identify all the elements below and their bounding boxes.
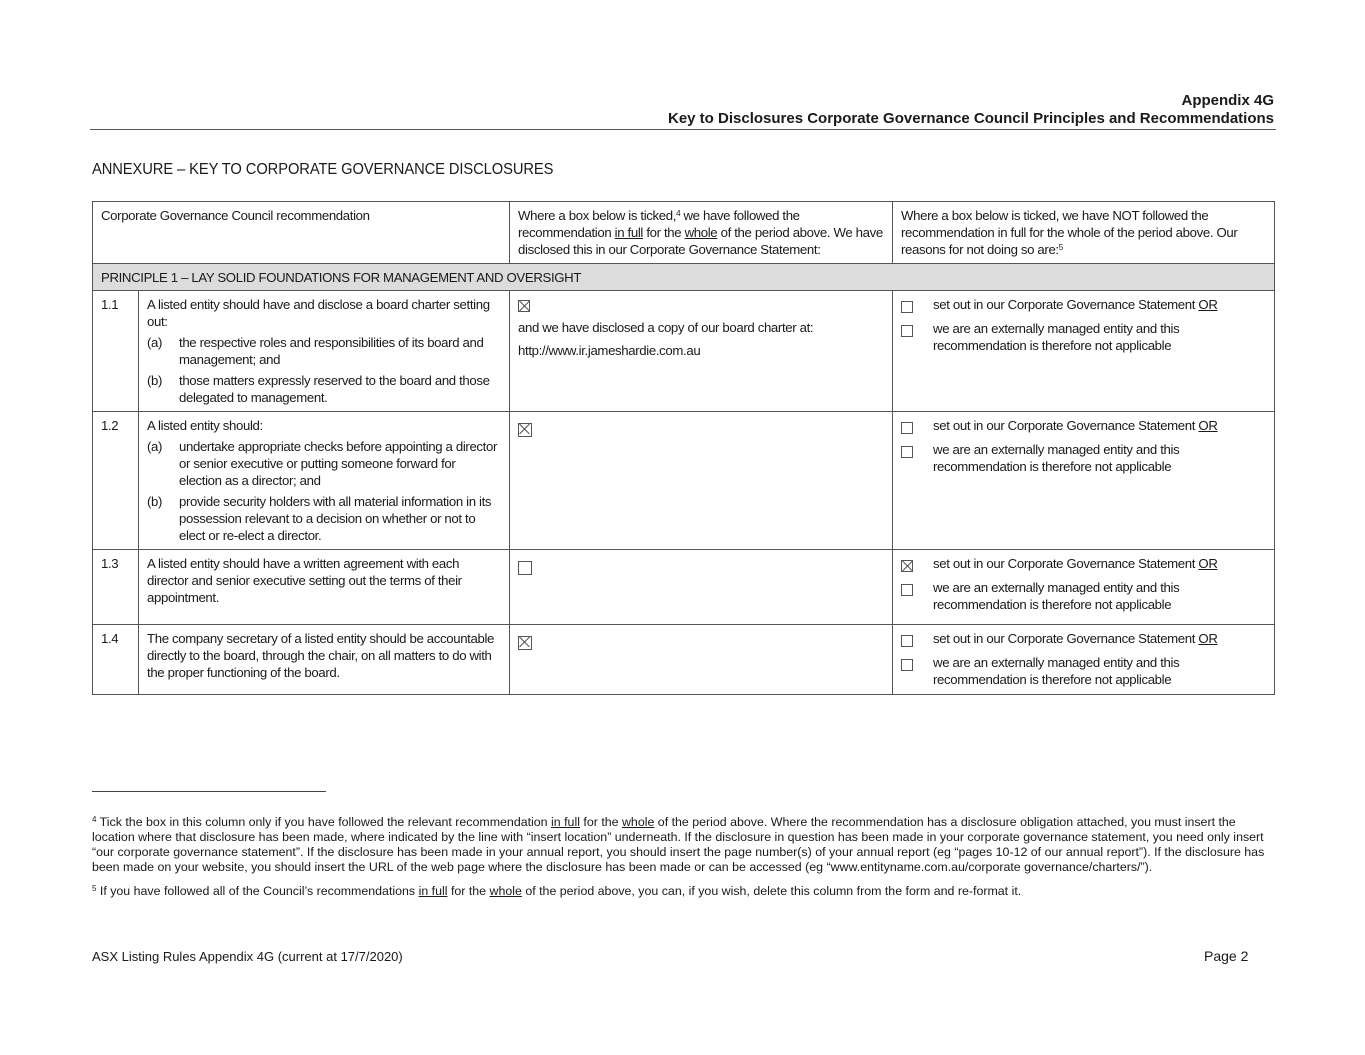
board-charter-url[interactable]: http://www.ir.jameshardie.com.au [518,343,701,358]
external-checkbox-icon[interactable] [901,659,913,671]
table-row [93,550,1275,625]
recommendation-text: A listed entity should have and disclose a board charter setting out: (a) the respective roles and responsibilities of its board and management; and (b) those matters expressly reserved to the board and those delegated to management. [139,291,510,412]
option-external: we are an externally managed entity and this recommendation is therefore not applicable [901,654,1266,688]
followed-checkbox-checked-icon[interactable] [518,423,532,437]
not-followed-cell [893,412,1275,550]
set-out-checkbox-icon[interactable] [901,301,913,313]
recommendation-number: 1.1 [93,291,139,412]
recommendation-number: 1.2 [93,412,139,550]
set-out-checkbox-icon[interactable] [901,635,913,647]
followed-cell [510,625,893,695]
followed-checkbox-checked-icon[interactable] [518,636,532,650]
set-out-checkbox-checked-icon[interactable] [901,560,913,572]
header-recommendation: Corporate Governance Council recommendation [93,202,510,264]
external-checkbox-icon[interactable] [901,584,913,596]
option-external: we are an externally managed entity and this recommendation is therefore not applicable [901,579,1266,613]
option-set-out: set out in our Corporate Governance Statement OR [901,555,1266,573]
sub-item: (a) undertake appropriate checks before appointing a director or senior executive or putting someone forward for election as a director; and [147,439,498,488]
footnote-4: $^4$ Tick the box in this column only if you have followed the relevant recommendation in full for the whole of the period above. Where the recommendation has a disclosure obligation attached, you must insert the location where that disclosure has been made, where indicated by the line with “insert location” underneath. If the disclosure in question has been made in your corporate governance statement, you need only insert “our corporate governance statement”. If the disclosure has been made in your annual report, you should insert the page number(s) of your annual report (eg “pages 10-12 of our annual report”). If the disclosure has been made on your website, you should insert the URL of the web page where the disclosure has been made or can be accessed (eg “www.entityname.com.au/corporate governance/charters/”). [92,815,1265,874]
option-set-out: set out in our Corporate Governance Statement OR [901,630,1266,648]
table-row [93,625,1275,695]
set-out-checkbox-icon[interactable] [901,422,913,434]
followed-cell [510,550,893,625]
footnote-separator [92,791,326,792]
disclosure-table [92,201,1275,695]
footnotes [92,815,1272,908]
page-header [90,92,1276,130]
not-followed-cell [893,550,1275,625]
footer-document-reference: ASX Listing Rules Appendix 4G (current at 17/7/2020) [92,949,403,964]
header-followed: Where a box below is ticked,$^4$ we have followed the recommendation in full for the whole of the period above. We have disclosed this in our Corporate Governance Statement: [510,202,893,264]
external-checkbox-icon[interactable] [901,325,913,337]
option-external: we are an externally managed entity and this recommendation is therefore not applicable [901,320,1266,354]
appendix-label: Appendix 4G [1181,92,1274,109]
recommendation-text: A listed entity should: (a) undertake appropriate checks before appointing a director or senior executive or putting someone forward for election as a director; and (b) provide security holders with all material information in its possession relevant to a decision on whether or not to elect or re-elect a director. [139,412,510,550]
followed-checkbox-checked-icon[interactable] [518,300,530,312]
option-set-out: set out in our Corporate Governance Statement OR [901,296,1266,314]
not-followed-cell [893,625,1275,695]
recommendation-number: 1.3 [93,550,139,625]
table-row [93,412,1275,550]
header-not-followed: Where a box below is ticked, we have NOT followed the recommendation in full for the whole of the period above. Our reasons for not doing so are:$^5$ [893,202,1275,264]
principle-row [93,264,1275,291]
document-title: Key to Disclosures Corporate Governance Council Principles and Recommendations [668,110,1274,127]
recommendation-text: The company secretary of a listed entity should be accountable directly to the board, through the chair, on all matters to do with the proper functioning of the board. [139,625,510,695]
not-followed-cell [893,291,1275,412]
sub-item: (a) the respective roles and responsibilities of its board and management; and [147,335,484,367]
principle-heading: PRINCIPLE 1 – LAY SOLID FOUNDATIONS FOR MANAGEMENT AND OVERSIGHT [93,264,1275,291]
board-charter-note: and we have disclosed a copy of our board charter at: [518,320,814,335]
table-header-row [93,202,1275,264]
footnote-5: $^5$ If you have followed all of the Council’s recommendations in full for the whole of the period above, you can, if you wish, delete this column from the form and re-format it. [92,884,1022,898]
option-set-out: set out in our Corporate Governance Statement OR [901,417,1266,435]
table-row [93,291,1275,412]
recommendation-text: A listed entity should have a written agreement with each director and senior executive setting out the terms of their appointment. [139,550,510,625]
sub-item: (b) those matters expressly reserved to the board and those delegated to management. [147,373,490,405]
recommendation-number: 1.4 [93,625,139,695]
followed-cell [510,291,893,412]
page-number: Page 2 [1204,948,1249,964]
followed-checkbox-icon[interactable] [518,561,532,575]
external-checkbox-icon[interactable] [901,446,913,458]
option-external: we are an externally managed entity and this recommendation is therefore not applicable [901,441,1266,475]
annexure-title: ANNEXURE – KEY TO CORPORATE GOVERNANCE DISCLOSURES [92,161,554,178]
followed-cell [510,412,893,550]
sub-item: (b) provide security holders with all material information in its possession relevant to a decision on whether or not to elect or re-elect a director. [147,494,492,543]
